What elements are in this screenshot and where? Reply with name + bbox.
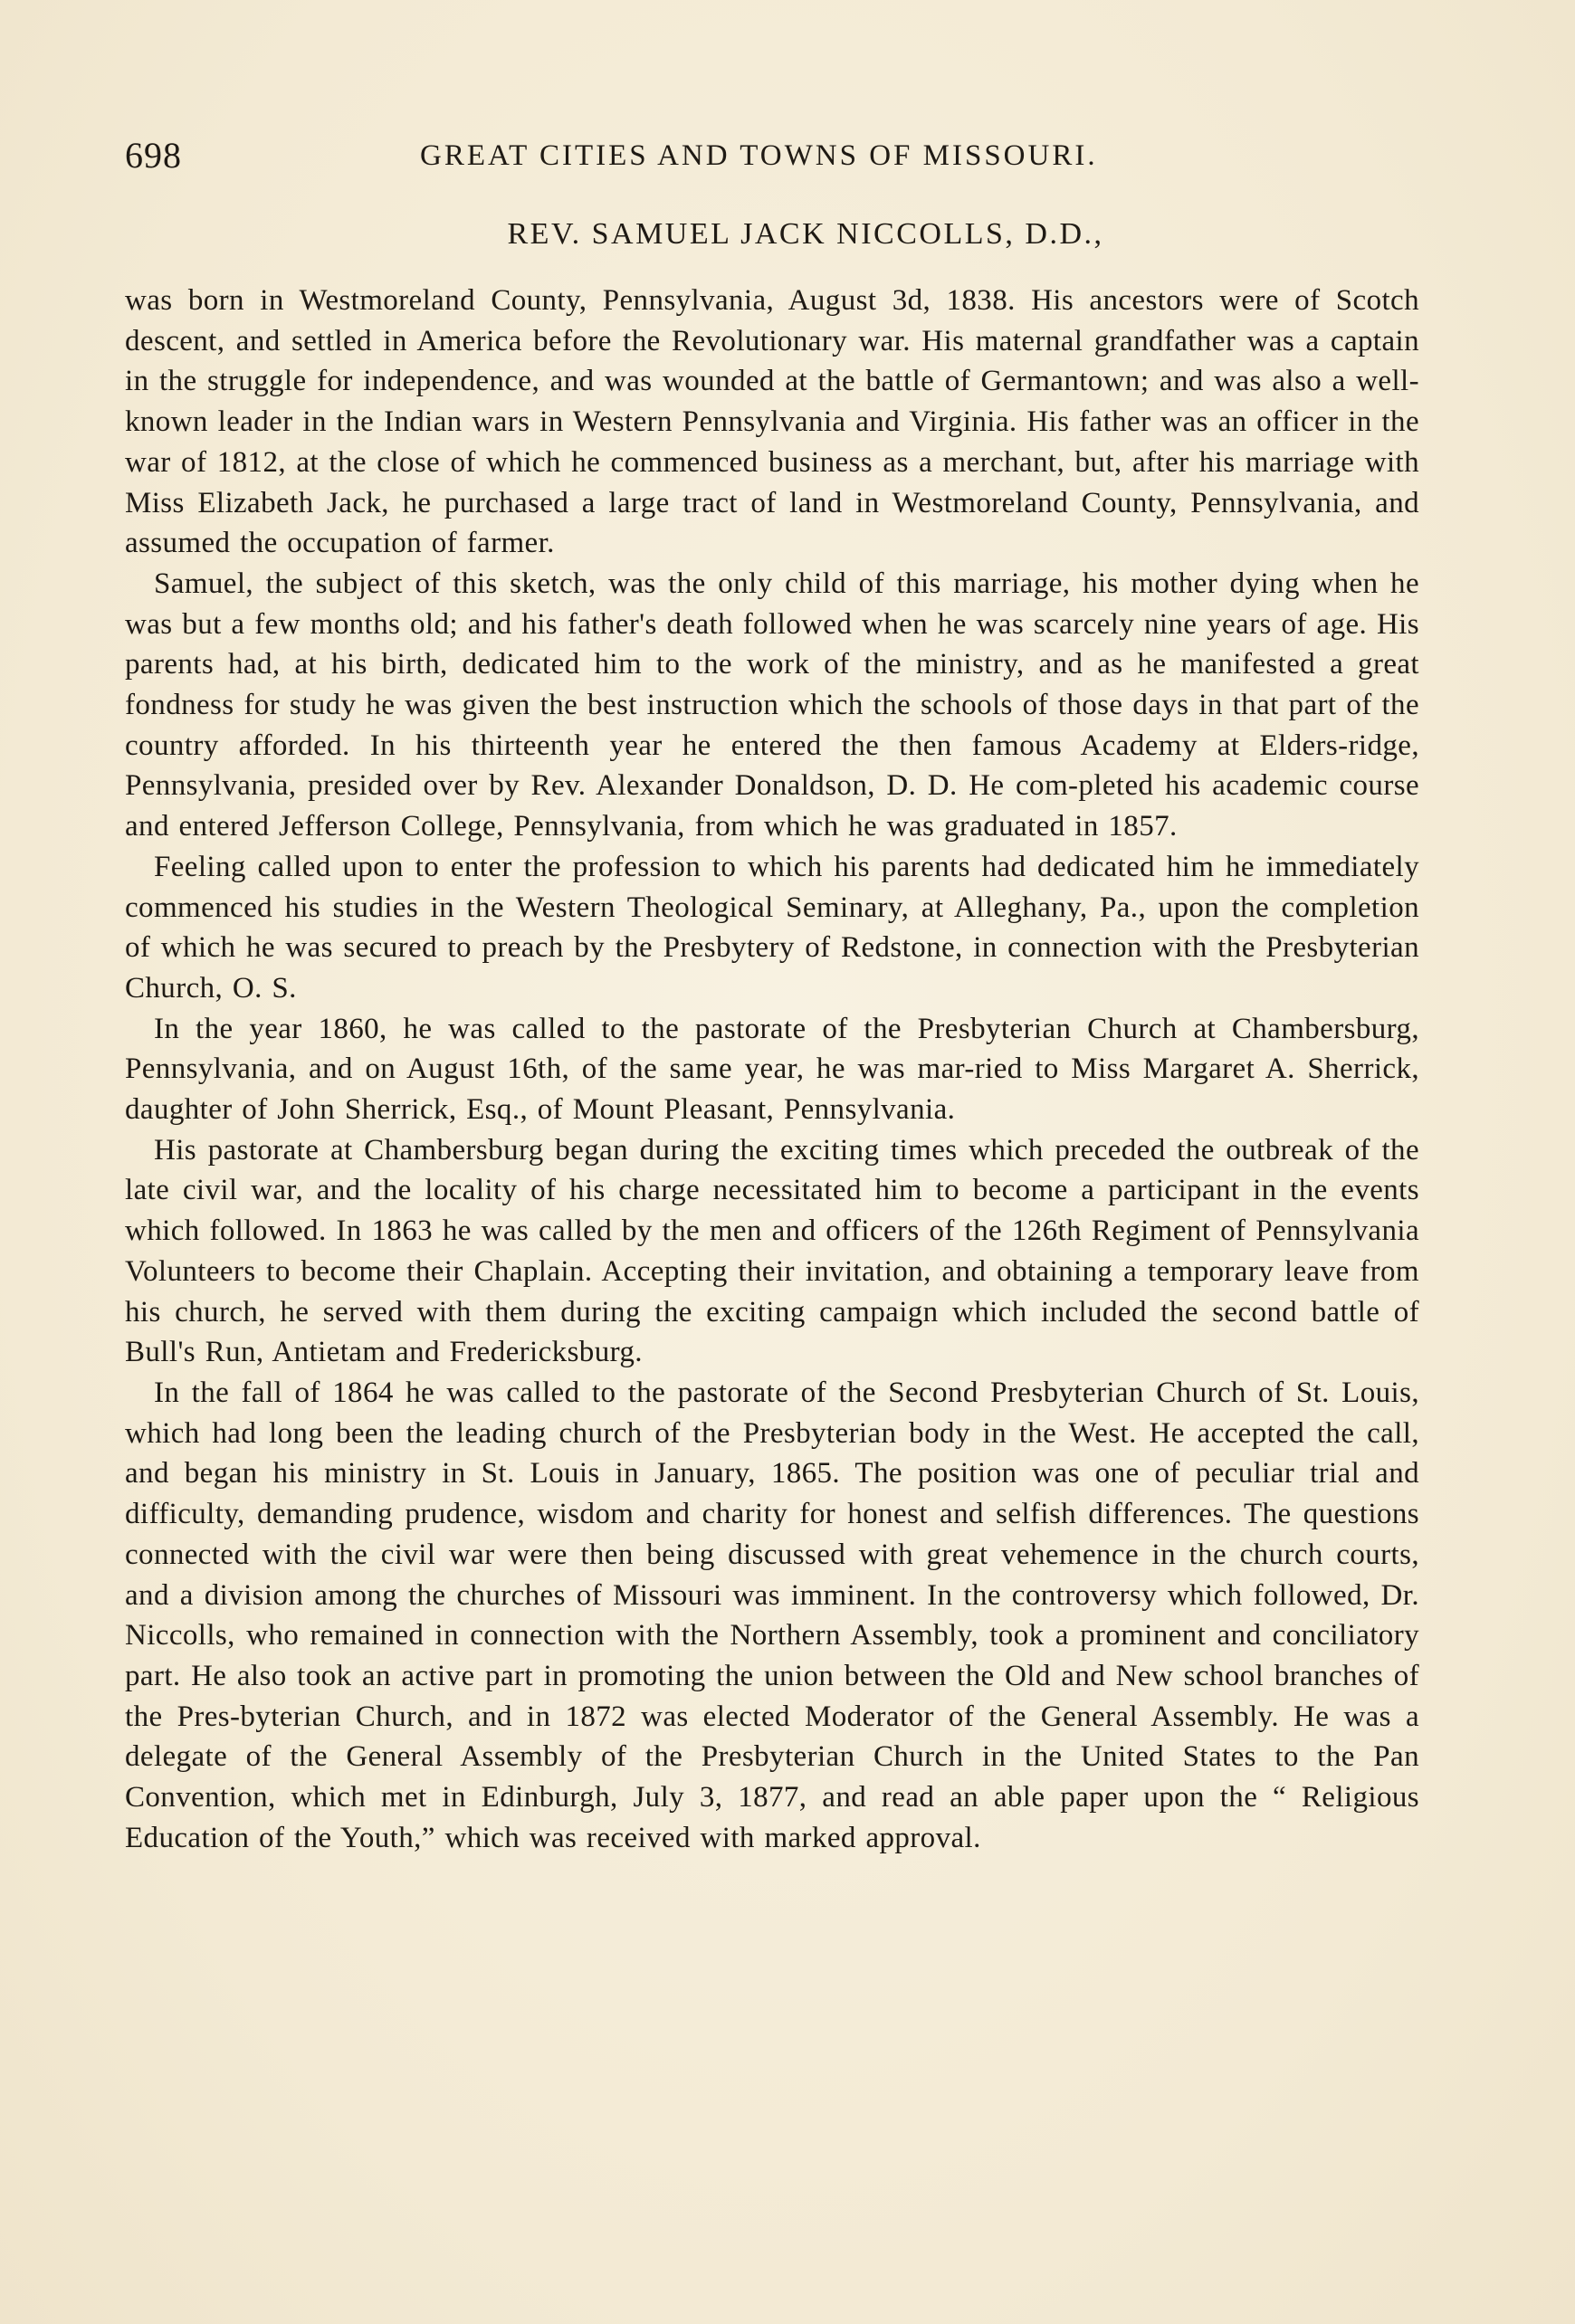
- article-title: REV. SAMUEL JACK NICCOLLS, D.D.,: [507, 217, 1104, 251]
- article-body: [125, 281, 1419, 1858]
- running-head: [125, 134, 1428, 188]
- paragraph-5: His pastorate at Chambersburg began during the exciting times which preceded the outbreak of the late civil war, and the locality of his charge necessitated him to become a participant in the events which followed. In 1863 he was called by the men and officers of the 126th Regiment of Pennsylvania Volunteers to become their Chaplain. Accepting their invitation, and obtaining a temporary leave from his church, he served with them during the exciting campaign which included the second battle of Bull's Run, Antietam and Fredericksburg.: [125, 1133, 1419, 1369]
- paragraph-6: In the fall of 1864 he was called to the pastorate of the Second Presbyterian Church of St. Louis, which had long been the leading church of the Presbyterian body in the West. He accepted the call, and began his ministry in St. Louis in January, 1865. The position was one of peculiar trial and difficulty, demanding prudence, wisdom and charity for honest and selfish differences. The questions connected with the civil war were then being discussed with great vehemence in the church courts, and a division among the churches of Missouri was imminent. In the controversy which followed, Dr. Niccolls, who remained in connection with the Northern Assembly, took a prominent and conciliatory part. He also took an active part in promoting the union between the Old and New school branches of the Pres-byterian Church, and in 1872 was elected Moderator of the General Assembly. He was a delegate of the General Assembly of the Presbyterian Church in the United States to the Pan Convention, which met in Edinburgh, July 3, 1877, and read an able paper upon the “ Religious Education of the Youth,” which was received with marked approval.: [125, 1376, 1419, 1854]
- paragraph-2: Samuel, the subject of this sketch, was the only child of this marriage, his mother dying when he was but a few months old; and his father's death followed when he was scarcely nine years of age. His parents had, at his birth, dedicated him to the work of the ministry, and as he manifested a great fondness for study he was given the best instruction which the schools of those days in that part of the country afforded. In his thirteenth year he entered the then famous Academy at Elders-ridge, Pennsylvania, presided over by Rev. Alexander Donaldson, D. D. He com-pleted his academic course and entered Jefferson College, Pennsylvania, from which he was graduated in 1857.: [125, 567, 1419, 843]
- running-title: GREAT CITIES AND TOWNS OF MISSOURI.: [420, 139, 1098, 172]
- paragraph-1: was born in Westmoreland County, Pennsylvania, August 3d, 1838. His ancestors were of Scotch descent, and settled in America before the Revolutionary war. His maternal grandfather was a captain in the struggle for independence, and was wounded at the battle of Germantown; and was also a well-known leader in the Indian wars in Western Pennsylvania and Virginia. His father was an officer in the war of 1812, at the close of which he commenced business as a merchant, but, after his marriage with Miss Elizabeth Jack, he purchased a large tract of land in Westmoreland County, Pennsylvania, and assumed the occupation of farmer.: [125, 284, 1419, 560]
- paragraph-4: In the year 1860, he was called to the pastorate of the Presbyterian Church at Chambersburg, Pennsylvania, and on August 16th, of the same year, he was mar-ried to Miss Margaret A. Sherrick, daughter of John Sherrick, Esq., of Mount Pleasant, Pennsylvania.: [125, 1012, 1419, 1127]
- paragraph-3: Feeling called upon to enter the profession to which his parents had dedicated him he immediately commenced his studies in the Western Theological Seminary, at Alleghany, Pa., upon the completion of which he was secured to preach by the Presbytery of Redstone, in connection with the Presbyterian Church, O. S.: [125, 850, 1419, 1005]
- page-number: 698: [125, 135, 182, 176]
